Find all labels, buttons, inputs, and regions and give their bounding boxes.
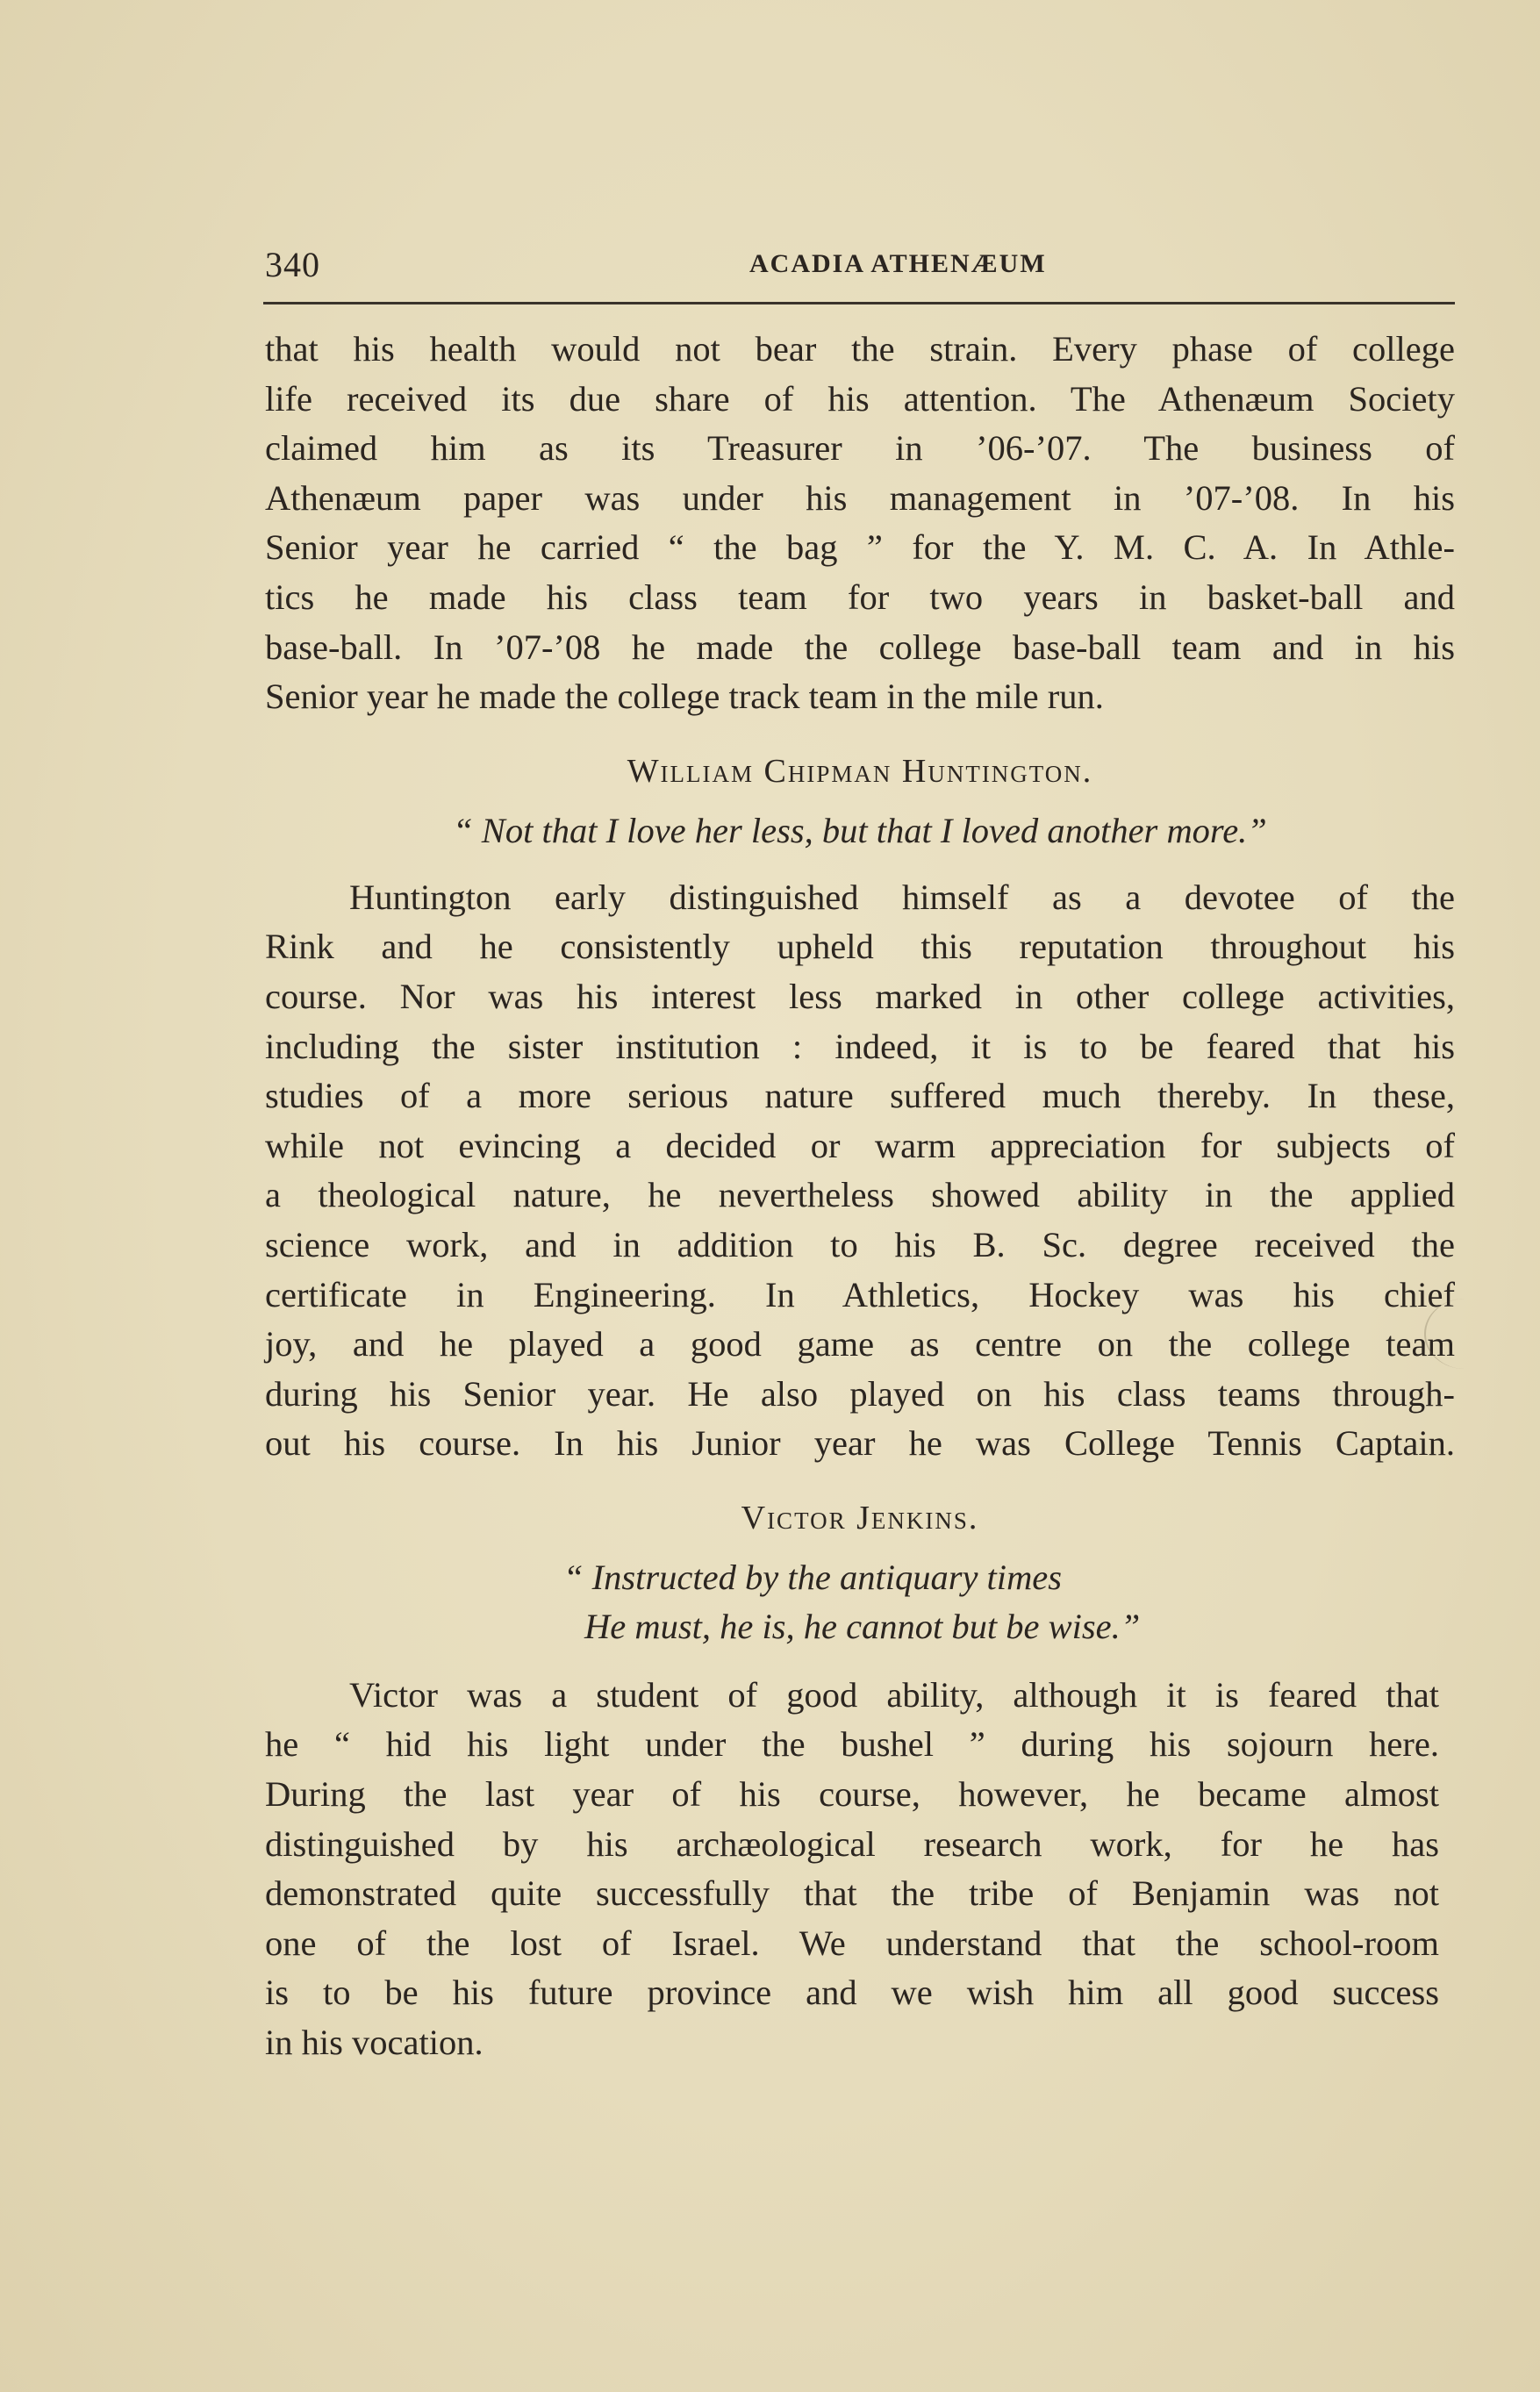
section-heading-jenkins: Victor Jenkins. xyxy=(741,1499,979,1536)
text-line: one of the lost of Israel. We understand that the school-room xyxy=(265,1923,1439,1963)
section-heading-huntington: William Chipman Huntington. xyxy=(627,752,1093,790)
text-line: life received its due share of his attention. The Athenæum Society xyxy=(265,378,1455,419)
paragraph-huntington xyxy=(265,873,1455,923)
text-line: in his vocation. xyxy=(265,2023,483,2063)
text-line: he “ hid his light under the bushel ” during his sojourn here. xyxy=(265,1724,1439,1765)
text-line: Rink and he consistently upheld this reputation throughout his xyxy=(265,927,1455,967)
text-line: demonstrated quite successfully that the tribe of Benjamin was not xyxy=(265,1873,1439,1914)
text-line: studies of a more serious nature suffered much thereby. In these, xyxy=(265,1076,1455,1116)
epigraph-line: He must, he is, he cannot but be wise.” xyxy=(584,1606,1141,1646)
paragraph-jenkins xyxy=(265,1671,1455,1721)
text-line: Senior year he made the college track team in the mile run. xyxy=(265,677,1104,717)
text-line: course. Nor was his interest less marked in other college activities, xyxy=(265,976,1455,1016)
text-line: a theological nature, he nevertheless showed ability in the applied xyxy=(265,1175,1455,1215)
paragraph-continued xyxy=(265,325,1455,722)
text-line: base-ball. In ’07-’08 he made the college base-ball team and in his xyxy=(265,627,1455,667)
text-line: is to be his future province and we wish him all good success xyxy=(265,1973,1439,2013)
text-line: including the sister institution : indeed, it is to be feared that his xyxy=(265,1026,1455,1066)
text-line: Victor was a student of good ability, although it is feared that xyxy=(349,1674,1439,1715)
page-header xyxy=(265,244,1455,297)
text-line: Athenæum paper was under his management in ’07-’08. In his xyxy=(265,477,1455,518)
text-line: science work, and in addition to his B. Sc. degree received the xyxy=(265,1224,1455,1264)
text-line: tics he made his class team for two years in basket-ball and xyxy=(265,577,1455,617)
text-line: distinguished by his archæological research work, for he has xyxy=(265,1823,1439,1864)
text-line: During the last year of his course, however, he became almost xyxy=(265,1774,1439,1815)
page-number: 340 xyxy=(265,245,320,284)
text-line: certificate in Engineering. In Athletics, Hockey was his chief xyxy=(265,1274,1455,1314)
header-rule xyxy=(263,302,1455,304)
text-line: while not evincing a decided or warm appreciation for subjects of xyxy=(265,1125,1455,1165)
text-line: joy, and he played a good game as centre on the college team xyxy=(265,1324,1455,1364)
page-smudge xyxy=(1424,1299,1505,1369)
epigraph-huntington: “ Not that I love her less, but that I loved another more.” xyxy=(453,810,1267,850)
running-head: ACADIA ATHENÆUM xyxy=(749,249,1047,278)
epigraph-line: “ Instructed by the antiquary times xyxy=(563,1557,1063,1597)
epigraph-jenkins xyxy=(563,1553,1455,1651)
paragraph-jenkins-body xyxy=(265,1720,1455,2067)
text-line: Senior year he carried “ the bag ” for the Y. M. C. A. In Athle- xyxy=(265,527,1455,568)
text-line: that his health would not bear the strain. Every phase of college xyxy=(265,329,1455,369)
text-line: out his course. In his Junior year he was College Tennis Captain. xyxy=(265,1423,1455,1464)
text-line: claimed him as its Treasurer in ’06-’07. The business of xyxy=(265,428,1455,469)
paragraph-huntington-body xyxy=(265,922,1455,1469)
body-text xyxy=(265,325,1455,2068)
text-line: during his Senior year. He also played on his class teams through- xyxy=(265,1373,1455,1414)
text-line: Huntington early distinguished himself as a devotee of the xyxy=(349,877,1455,917)
